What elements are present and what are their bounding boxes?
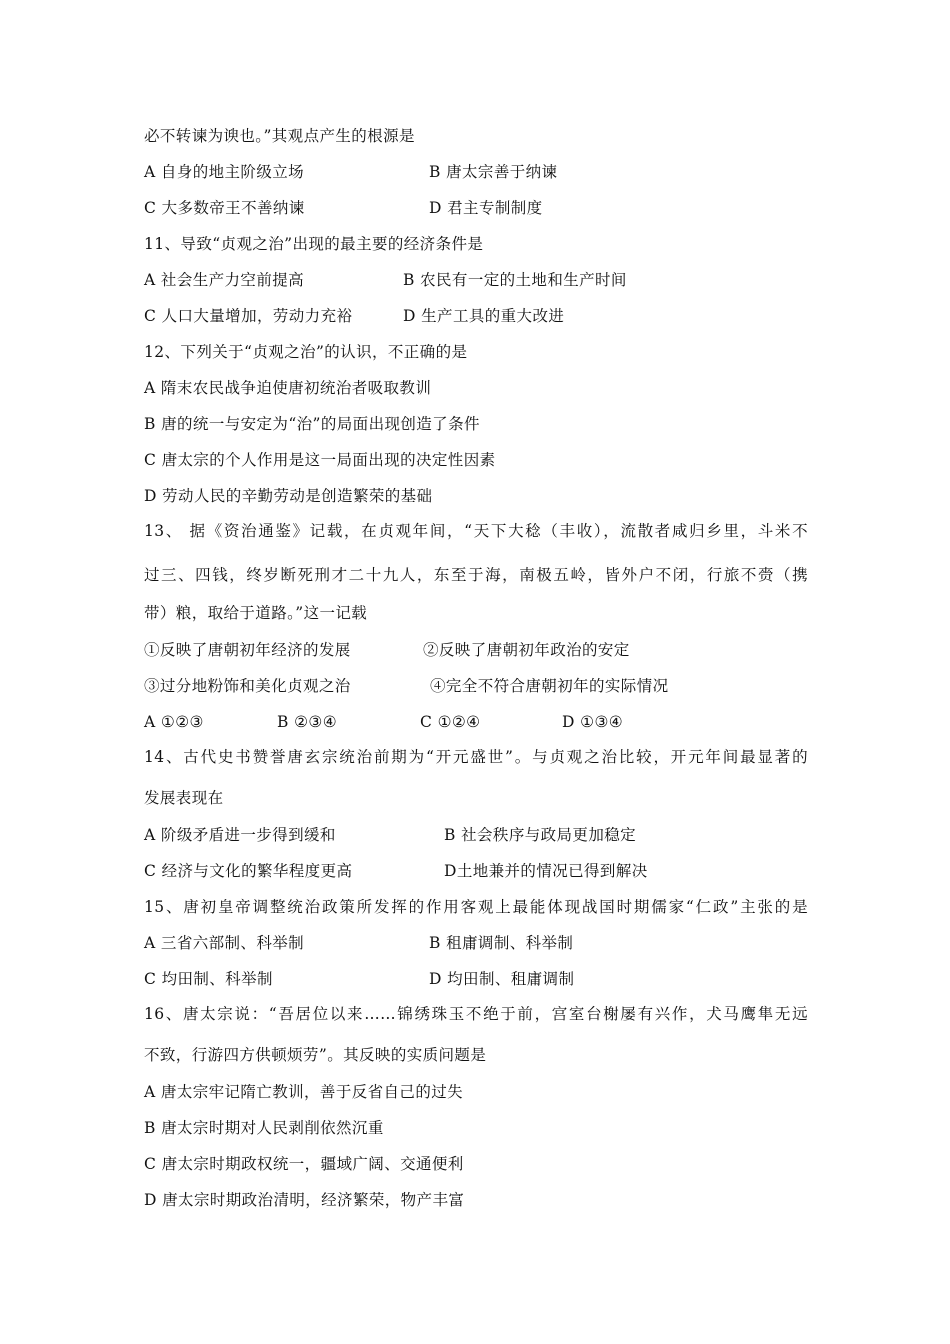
question-13-options-row <box>144 712 624 732</box>
question-15-options-row-2 <box>144 969 575 989</box>
statement-1: ①反映了唐朝初年经济的发展 <box>144 641 351 659</box>
question-14-options-row-2 <box>144 861 648 881</box>
option-a: A 阶级矛盾进一步得到缓和 <box>144 826 336 844</box>
question-13-stem-line-1: 13、 据《资治通鉴》记载，在贞观年间，“天下大稔（丰收），流散者咸归乡里，斗米不 <box>144 522 808 540</box>
question-16-stem-line-2: 不致，行游四方供顿烦劳”。其反映的实质问题是 <box>144 1046 487 1064</box>
option-b: B 社会秩序与政局更加稳定 <box>444 826 637 844</box>
option-c: C 人口大量增加，劳动力充裕 <box>144 307 353 325</box>
question-11-options-row-1 <box>144 270 627 290</box>
option-c: C 经济与文化的繁华程度更高 <box>144 862 353 880</box>
question-13-stem-line-2: 过三、四钱，终岁断死刑才二十九人，东至于海，南极五岭，皆外户不闭，行旅不赍（携 <box>144 566 808 584</box>
question-16-option-c: C 唐太宗时期政权统一，疆域广阔、交通便利 <box>144 1155 464 1173</box>
question-12-stem: 12、下列关于“贞观之治”的认识，不正确的是 <box>144 343 468 361</box>
question-16-option-a: A 唐太宗牢记隋亡教训，善于反省自己的过失 <box>144 1083 464 1101</box>
option-d: D 君主专制制度 <box>429 199 543 217</box>
option-a: A 三省六部制、科举制 <box>144 934 305 952</box>
question-13-statements-row-2 <box>144 676 669 696</box>
statement-4: ④完全不符合唐朝初年的实际情况 <box>430 677 669 695</box>
question-13-stem-line-3: 带）粮，取给于道路。”这一记载 <box>144 604 368 622</box>
option-b: B ②③④ <box>277 713 338 731</box>
question-12-option-d: D 劳动人民的辛勤劳动是创造繁荣的基础 <box>144 487 433 505</box>
option-c: C 大多数帝王不善纳谏 <box>144 199 305 217</box>
statement-3: ③过分地粉饰和美化贞观之治 <box>144 677 351 695</box>
option-c: C ①②④ <box>420 713 481 731</box>
option-b: B 租庸调制、科举制 <box>429 934 574 952</box>
statement-2: ②反映了唐朝初年政治的安定 <box>423 641 630 659</box>
question-15-options-row-1 <box>144 933 574 953</box>
option-a: A 社会生产力空前提高 <box>144 271 305 289</box>
question-11-options-row-2 <box>144 306 565 326</box>
question-12-option-b: B 唐的统一与安定为“治”的局面出现创造了条件 <box>144 415 480 433</box>
question-14-stem-line-1: 14、古代史书赞誉唐玄宗统治前期为“开元盛世”。与贞观之治比较，开元年间最显著的 <box>144 748 808 766</box>
option-b: B 农民有一定的土地和生产时间 <box>403 271 627 289</box>
question-13-statements-row-1 <box>144 640 630 660</box>
option-b: B 唐太宗善于纳谏 <box>429 163 558 181</box>
option-d: D 均田制、租庸调制 <box>429 970 575 988</box>
question-16-stem-line-1: 16、唐太宗说：“吾居位以来……锦绣珠玉不绝于前，宫室台榭屡有兴作，犬马鹰隼无远 <box>144 1005 808 1023</box>
question-14-options-row-1 <box>144 825 637 845</box>
question-15-stem: 15、唐初皇帝调整统治政策所发挥的作用客观上最能体现战国时期儒家“仁政”主张的是 <box>144 898 808 916</box>
question-10-stem-tail: 必不转谏为谀也。”其观点产生的根源是 <box>144 127 415 145</box>
option-c: C 均田制、科举制 <box>144 970 273 988</box>
question-10-options-row-2 <box>144 198 543 218</box>
question-11-stem: 11、导致“贞观之治”出现的最主要的经济条件是 <box>144 235 484 253</box>
question-16-option-b: B 唐太宗时期对人民剥削依然沉重 <box>144 1119 384 1137</box>
option-a: A ①②③ <box>144 713 204 731</box>
option-d: D ①③④ <box>562 713 624 731</box>
question-14-stem-line-2: 发展表现在 <box>144 789 224 807</box>
question-16-option-d: D 唐太宗时期政治清明，经济繁荣，物产丰富 <box>144 1191 465 1209</box>
option-d: D 生产工具的重大改进 <box>403 307 565 325</box>
option-d: D土地兼并的情况已得到解决 <box>444 862 648 880</box>
option-a: A 自身的地主阶级立场 <box>144 163 305 181</box>
question-12-option-c: C 唐太宗的个人作用是这一局面出现的决定性因素 <box>144 451 496 469</box>
question-10-options-row-1 <box>144 162 558 182</box>
question-12-option-a: A 隋末农民战争迫使唐初统治者吸取教训 <box>144 379 432 397</box>
